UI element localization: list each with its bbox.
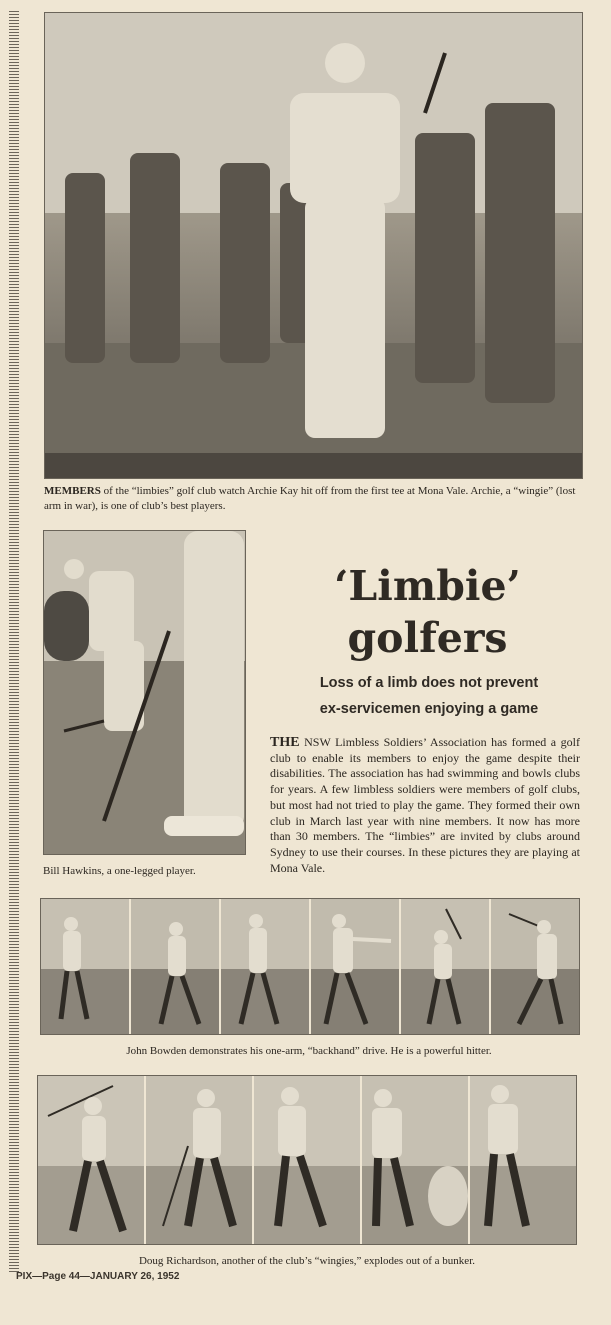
strip1-caption: John Bowden demonstrates his one-arm, “backhand” drive. He is a powerful hitter.	[126, 1045, 492, 1057]
strip2-frame-3	[254, 1076, 360, 1244]
strip2-photo-sequence	[37, 1075, 577, 1245]
left-photo-caption: Bill Hawkins, a one-legged player.	[43, 865, 196, 877]
strip2-frame-2	[146, 1076, 252, 1244]
caption-text: of the “limbies” golf club watch Archie Kay hit off from the first tee at Mona Vale. Archie, a “wingie” (lost arm in war), is one of club’s best players.	[44, 485, 576, 512]
strip2-illustration	[38, 1076, 576, 1244]
top-photo-caption	[44, 484, 584, 514]
article-body-text: NSW Limbless Soldiers’ Association has formed a golf club to enable its members to enjoy the game despite their disabilities. The association has had swimming and bowls clubs for years. A few limbless soldiers were members of golf clubs, but most had not tried to play the game. They formed their own club in March last year with nine members. It now has more than 30 members. The “limbies” are invited by clubs around Sydney to use their courses. In these pictures they are playing at Mona Vale.	[270, 735, 580, 875]
strip1-frame-3	[221, 899, 309, 1034]
page-footer: PIX—Page 44—JANUARY 26, 1952	[16, 1271, 180, 1282]
article-body	[270, 735, 580, 876]
top-photo-golfers-watching	[44, 12, 583, 479]
strip1-frame-2	[131, 899, 219, 1034]
strip2-frame-5	[470, 1076, 576, 1244]
strip1-frame-1	[41, 899, 129, 1034]
top-photo-illustration	[45, 13, 582, 478]
article-subtitle-line2: ex-servicemen enjoying a game	[319, 701, 539, 717]
strip1-frame-5	[401, 899, 489, 1034]
left-photo-one-legged-player	[43, 530, 246, 855]
article-title-line2: golfers	[347, 614, 508, 662]
strip2-frame-4	[362, 1076, 468, 1244]
article-dropcap: THE	[270, 735, 300, 750]
article-subtitle-line1: Loss of a limb does not prevent	[319, 675, 539, 691]
article-subtitle	[270, 670, 588, 722]
left-photo-illustration	[44, 531, 245, 854]
left-border-rule	[9, 10, 19, 1272]
strip1-frame-6	[491, 899, 579, 1034]
strip2-frame-1	[38, 1076, 144, 1244]
article-title	[255, 560, 600, 664]
strip1-illustration	[41, 899, 579, 1034]
strip2-caption: Doug Richardson, another of the club’s “wingies,” explodes out of a bunker.	[138, 1255, 476, 1267]
strip1-frame-4	[311, 899, 399, 1034]
strip1-photo-sequence	[40, 898, 580, 1035]
article-title-line1: ‘Limbie’	[334, 562, 521, 610]
caption-lead-word: MEMBERS	[44, 485, 101, 497]
